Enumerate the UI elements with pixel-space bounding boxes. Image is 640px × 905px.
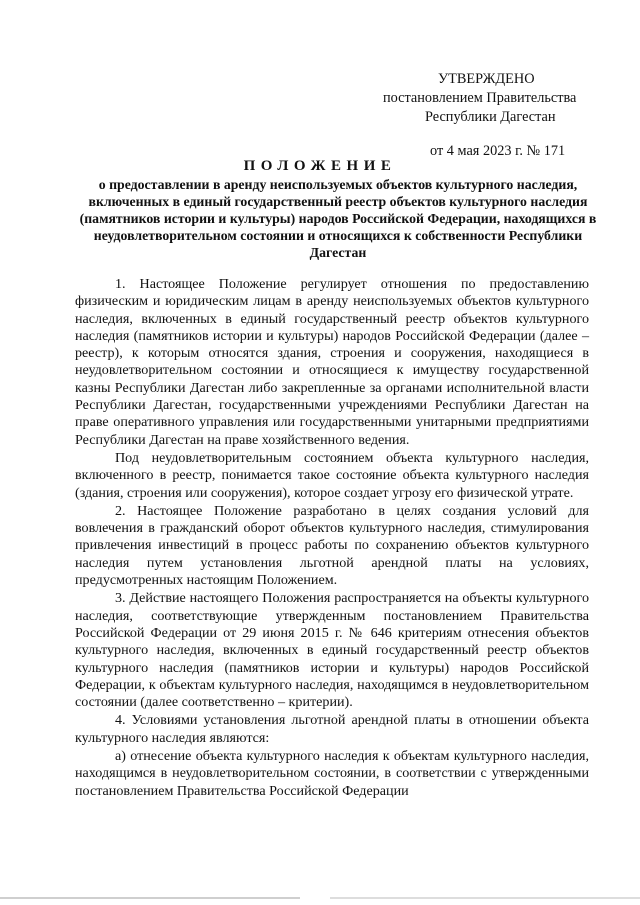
document-title: ПОЛОЖЕНИЕ: [243, 158, 397, 174]
scan-edge-line: [330, 897, 640, 899]
document-subtitle: о предоставлении в аренду неиспользуемых объектов культурного наследия, включенных в единый государственный реестр объектов культурного наследия (памятников истории и культуры) народов Российской Федерации, находящихся в неудовлетворительном состоянии и относящихся к собственности Республики Дагестан: [79, 177, 597, 260]
approval-region: Республики Дагестан: [425, 109, 556, 125]
paragraph-4a: а) отнесение объекта культурного наследия к объектам культурного наследия, находящимся в неудовлетворительном состоянии, в соответствии с утвержденными постановлением Правительства Российской Федерации: [75, 748, 589, 799]
paragraph-4: 4. Условиями установления льготной арендной платы в отношении объекта культурного наследия являются:: [75, 712, 589, 746]
paragraph-definition: Под неудовлетворительным состоянием объекта культурного наследия, включенного в реестр, понимается такое состояние объекта культурного наследия (здания, строения или сооружения), которое создает угрозу его физической утрате.: [75, 449, 589, 501]
paragraph-1: 1. Настоящее Положение регулирует отношения по предоставлению физическим и юридическим лицам в аренду неиспользуемых объектов культурного наследия, включенных в единый государственный реестр объектов культурного наследия (памятников истории и культуры) народов Российской Федерации (далее – реестр), к которым относятся здания, строения и сооружения, находящиеся в неудовлетворительном состоянии и относящиеся к имуществу государственной казны Республики Дагестан либо закрепленные за органами исполнительной власти Республики Дагестан, государственными учреждениями Республики Дагестан на праве оперативного управления или государственными унитарными предприятиями Республики Дагестан на праве хозяйственного ведения.: [75, 276, 589, 448]
approval-authority: постановлением Правительства: [383, 90, 577, 106]
paragraph-3: 3. Действие настоящего Положения распространяется на объекты культурного наследия, соответствующие утвержденным постановлением Правительства Российской Федерации от 29 июня 2015 г. № 646 критериям отнесения объектов культурного наследия, включенных в единый государственный реестр объектов культурного наследия (памятников истории и культуры) народов Российской Федерации, к объектам культурного наследия, находящимся в неудовлетворительном состоянии (далее соответственно – критерии).: [75, 590, 589, 711]
approval-stamp: [383, 70, 613, 161]
scan-edge-line: [0, 897, 300, 899]
paragraph-2: 2. Настоящее Положение разработано в целях создания условий для вовлечения в гражданский оборот объектов культурного наследия, стимулирования привлечения инвестиций в процесс работы по сохранению объектов культурного наследия путем установления льготной арендной платы на условиях, предусмотренных настоящим Положением.: [75, 502, 589, 589]
document-body: [75, 276, 589, 800]
approval-date-number: от 4 мая 2023 г. № 171: [430, 143, 566, 159]
approval-heading: УТВЕРЖДЕНО: [438, 71, 535, 87]
